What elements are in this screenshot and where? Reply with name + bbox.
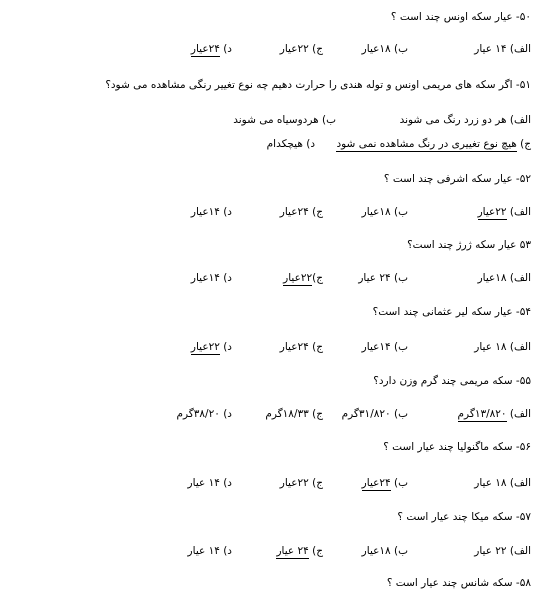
question-52-option-d: د) ۱۴عیار	[190, 206, 232, 218]
question-56-option-c: ج) ۲۲عیار	[279, 477, 323, 489]
question-51-option-b: ب) هردوسیاه می شوند	[233, 114, 336, 126]
question-53-text: ۵۳ عیار سکه ژرژ چند است؟	[407, 239, 531, 251]
question-54-option-d: د) ۲۲عیار	[190, 341, 232, 353]
question-54-option-a: الف) ۱۸ عیار	[474, 341, 531, 353]
question-52-option-a: الف) ۲۲عیار	[477, 206, 531, 218]
question-50-option-a: الف) ۱۴ عیار	[474, 43, 531, 55]
question-56-option-b-underlined: ۲۴عیار	[361, 477, 391, 489]
question-53-option-d: د) ۱۴عیار	[190, 272, 232, 284]
question-51-text: ۵۱- اگر سکه های مریمی اونس و توله هندی را حرارت دهیم چه نوع تغییر رنگی مشاهده می شود؟	[105, 79, 531, 91]
question-56-text: ۵۶- سکه ماگنولیا چند عیار است ؟	[383, 441, 531, 453]
question-53-option-c: ج)۲۲عیار	[283, 272, 323, 284]
question-55-option-d: د) ۳۸/۲۰گرم	[176, 408, 232, 420]
question-54-text: ۵۴- عیار سکه لیر عثمانی چند است؟	[372, 306, 531, 318]
question-54-option-d-underlined: ۲۲عیار	[190, 341, 220, 353]
question-55-option-a: الف) ۱۳/۸۲۰گرم	[457, 408, 531, 420]
question-53-option-b: ب) ۲۴ عیار	[358, 272, 408, 284]
question-57-option-b: ب) ۱۸عیار	[361, 545, 408, 557]
question-54-option-b: ب) ۱۴عیار	[361, 341, 408, 353]
question-51-option-c-underlined: هیچ نوع تغییری در رنگ مشاهده نمی شود	[336, 138, 517, 150]
question-56-option-d: د) ۱۴ عیار	[187, 477, 232, 489]
question-58-text: ۵۸- سکه شانس چند عیار است ؟	[386, 577, 531, 589]
question-51-option-c: ج) هیچ نوع تغییری در رنگ مشاهده نمی شود	[336, 138, 531, 150]
question-57-option-c: ج) ۲۴ عیار	[276, 545, 323, 557]
question-57-option-c-underlined: ۲۴ عیار	[276, 545, 309, 557]
question-54-option-c: ج) ۲۴عیار	[279, 341, 323, 353]
question-55-option-c: ج) ۱۸/۳۳گرم	[265, 408, 323, 420]
question-57-option-d: د) ۱۴ عیار	[187, 545, 232, 557]
question-50-option-b: ب) ۱۸عیار	[361, 43, 408, 55]
question-50-text: ۵۰- عیار سکه اونس چند است ؟	[390, 11, 531, 23]
question-50-option-c: ج) ۲۲عیار	[279, 43, 323, 55]
question-50-option-d: د) ۲۴عیار	[190, 43, 232, 55]
question-57-option-a: الف) ۲۲ عیار	[474, 545, 531, 557]
question-52-option-a-underlined: ۲۲عیار	[477, 206, 507, 218]
question-55-option-b: ب) ۳۱/۸۲۰گرم	[341, 408, 408, 420]
question-52-option-c: ج) ۲۴عیار	[279, 206, 323, 218]
question-52-option-b: ب) ۱۸عیار	[361, 206, 408, 218]
question-50-option-d-underlined: ۲۴عیار	[190, 43, 220, 55]
question-56-option-b: ب) ۲۴عیار	[361, 477, 408, 489]
question-53-option-c-underlined: ۲۲عیار	[283, 272, 313, 284]
question-53-option-a: الف) ۱۸عیار	[477, 272, 531, 284]
question-55-text: ۵۵- سکه مریمی چند گرم وزن دارد؟	[373, 375, 531, 387]
question-52-text: ۵۲- عیار سکه اشرفی چند است ؟	[383, 173, 531, 185]
question-57-text: ۵۷- سکه میکا چند عیار است ؟	[397, 511, 531, 523]
question-55-option-a-underlined: ۱۳/۸۲۰گرم	[457, 408, 507, 420]
question-51-option-a: الف) هر دو زرد رنگ می شوند	[399, 114, 531, 126]
question-56-option-a: الف) ۱۸ عیار	[474, 477, 531, 489]
question-51-option-d: د) هیچکدام	[266, 138, 315, 150]
